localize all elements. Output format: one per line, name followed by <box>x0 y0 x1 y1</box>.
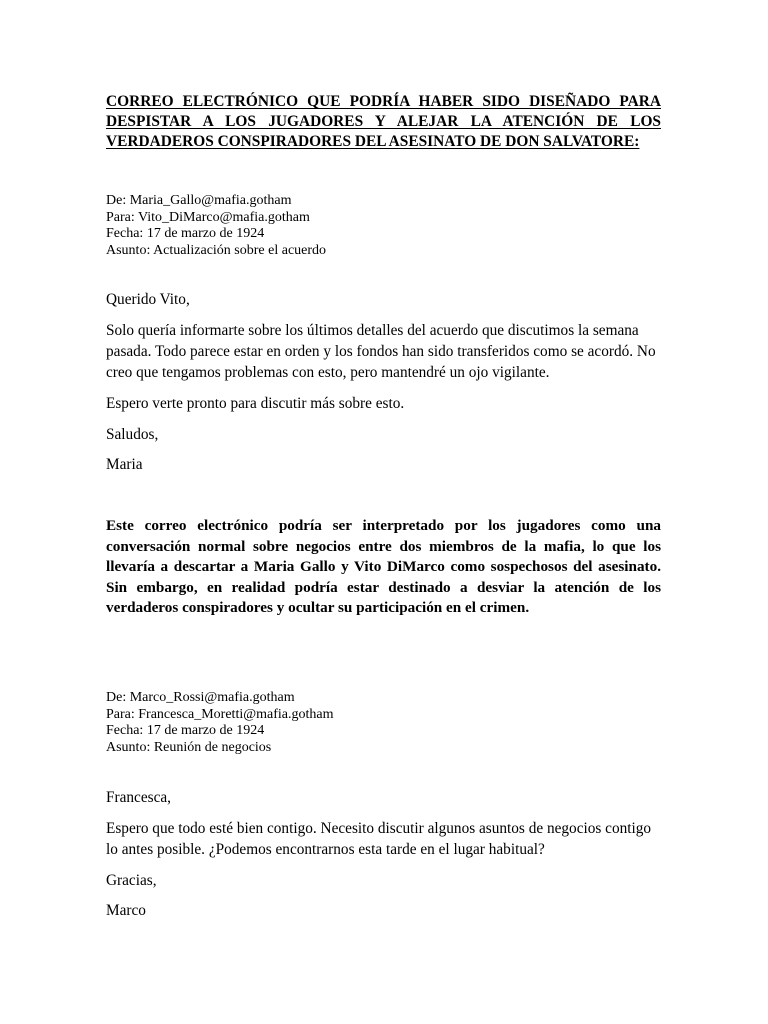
email2-from: De: Marco_Rossi@mafia.gotham <box>106 690 295 705</box>
email2-to: Para: Francesca_Moretti@mafia.gotham <box>106 706 334 722</box>
email1-date: Fecha: 17 de marzo de 1924 <box>106 226 265 241</box>
email1-signature: Maria <box>106 456 143 473</box>
email1-from: De: Maria_Gallo@mafia.gotham <box>106 193 292 208</box>
analysis-paragraph: Este correo electrónico podría ser interpretado por los jugadores como una conversación normal sobre negocios entre dos miembros de la mafia, lo que los llevaría a descartar a Maria Gallo y Vito DiMarco como sospechosos del asesinato. Sin embargo, en realidad podría estar destinado a desviar la atención de los verdaderos conspiradores y ocultar su participación en el crimen. <box>106 517 661 617</box>
email2-subject: Asunto: Reunión de negocios <box>106 739 272 755</box>
email1-header <box>106 193 661 259</box>
email1-body-paragraph-2: Espero verte pronto para discutir más sobre esto. <box>106 395 405 412</box>
email2-body-paragraph-1: Espero que todo esté bien contigo. Necesito discutir algunos asuntos de negocios contigo lo antes posible. ¿Podemos encontrarnos esta tarde en el lugar habitual? <box>106 820 652 858</box>
email2-date: Fecha: 17 de marzo de 1924 <box>106 723 265 738</box>
email2-greeting: Francesca, <box>106 789 171 806</box>
document-title: CORREO ELECTRÓNICO QUE PODRÍA HABER SIDO DISEÑADO PARA DESPISTAR A LOS JUGADORES Y ALEJAR LA ATENCIÓN DE LOS VERDADEROS CONSPIRADORES DEL ASESINATO DE DON SALVATORE: <box>106 93 661 150</box>
email2-signature: Marco <box>106 902 146 919</box>
email1-closing: Saludos, <box>106 426 159 443</box>
email1-greeting: Querido Vito, <box>106 291 190 308</box>
email1-body-paragraph-1: Solo quería informarte sobre los últimos detalles del acuerdo que discutimos la semana pasada. Todo parece estar en orden y los fondos han sido transferidos como se acordó. No creo que tengamos problemas con esto, pero mantendré un ojo vigilante. <box>106 322 656 381</box>
email2-closing: Gracias, <box>106 872 157 889</box>
email1-subject: Asunto: Actualización sobre el acuerdo <box>106 242 327 258</box>
email2-header <box>106 690 661 756</box>
email1-to: Para: Vito_DiMarco@mafia.gotham <box>106 209 310 225</box>
